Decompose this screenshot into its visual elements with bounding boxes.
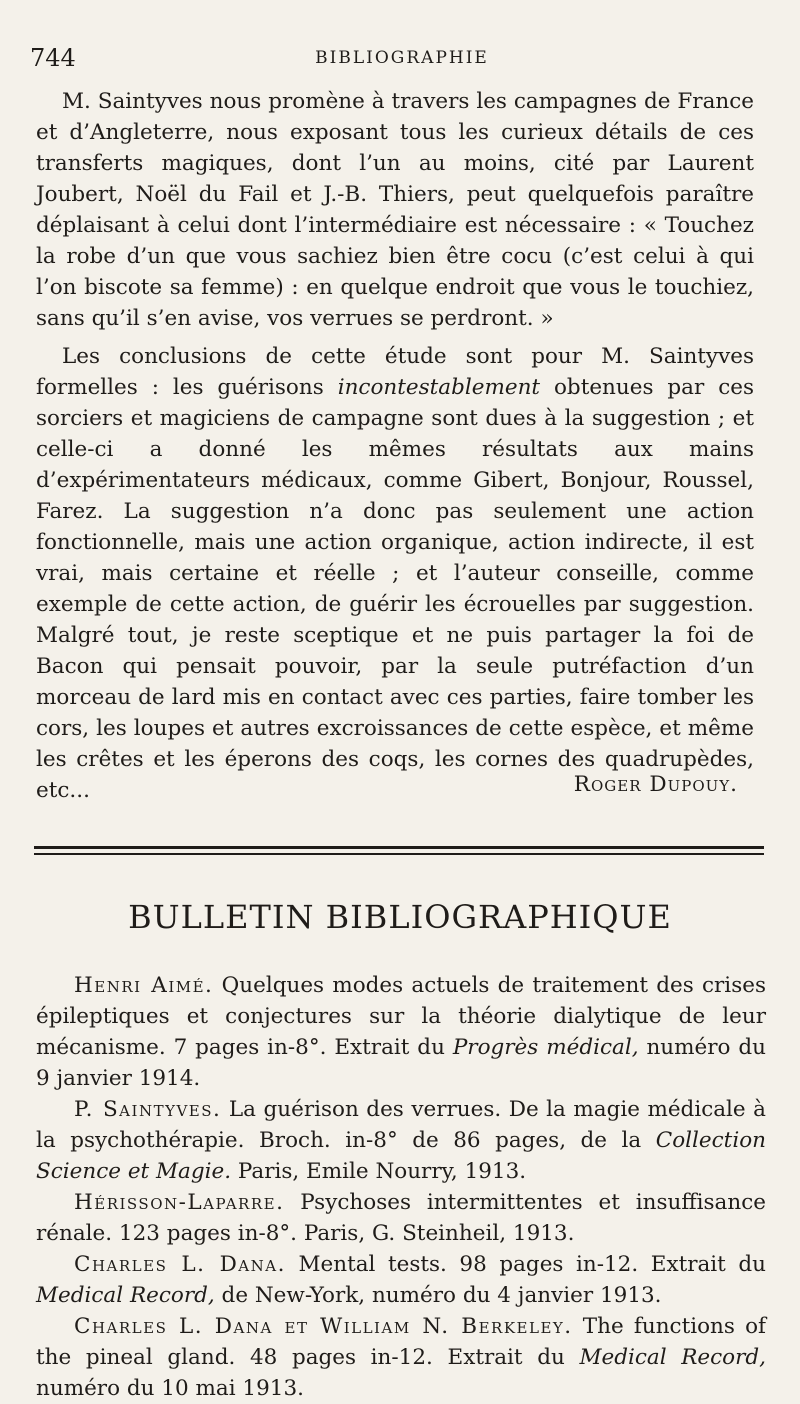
- entry-author: Charles L. Dana.: [74, 1252, 286, 1277]
- entry-journal: Medical Record,: [579, 1345, 766, 1370]
- bibliography-entry: [36, 1094, 766, 1187]
- entry-text: Quelques modes actuels de traitement des crises épileptiques et conjectures sur la théorie dialytique de leur mécanisme. 7 pages in-8°. Extrait du: [36, 973, 766, 1060]
- paragraph-text: M. Saintyves nous promène à travers les campagnes de France et d’Angleterre, nous exposant tous les curieux détails de ces transferts magiques, dont l’un au moins, cité par Laurent Joubert, Noël du Fail et J.-B. Thiers, peut quelquefois paraître déplaisant à celui dont l’intermédiaire est nécessaire : « Touchez la robe d’un que vous sachiez bien être cocu (c’est celui à qui l’on biscote sa femme) : en quelque endroit que vous le touchiez, sans qu’il s’en avise, vos verrues se perdront. »: [36, 89, 754, 331]
- entry-text: Paris, Emile Nourry, 1913.: [231, 1159, 527, 1184]
- entry-author: Charles L. Dana et William N. Berkeley.: [74, 1314, 573, 1339]
- review-paragraph-1: [36, 86, 754, 334]
- page-number: 744: [30, 44, 76, 72]
- section-divider-bottom: [34, 853, 764, 855]
- section-divider-top: [34, 846, 764, 849]
- entry-journal: Progrès médical,: [452, 1035, 639, 1060]
- entry-text: numéro du 10 mai 1913.: [36, 1376, 304, 1401]
- entry-author: P. Saintyves.: [74, 1097, 222, 1122]
- entry-text: numéro du 9 janvier 1914.: [36, 1035, 766, 1091]
- review-signature: Roger Dupouy.: [573, 772, 738, 797]
- paragraph-text-part1: Les conclusions de cette étude sont pour M. Saintyves formelles : les guérisons: [36, 344, 754, 400]
- section-title: BULLETIN BIBLIOGRAPHIQUE: [128, 898, 672, 936]
- paragraph-text-part2: obtenues par ces sorciers et magiciens de campagne sont dues à la suggestion ; et celle-ci a donné les mêmes résultats aux mains d’expérimentateurs médicaux, comme Gibert, Bonjour, Roussel, Farez. La suggestion n’a donc pas seulement une action fonctionnelle, mais une action organique, action indirecte, il est vrai, mais certaine et réelle ; et l’auteur conseille, comme exemple de cette action, de guérir les écrouelles par suggestion. Malgré tout, je reste sceptique et ne puis partager la foi de Bacon qui pensait pouvoir, par la seule putréfaction d’un morceau de lard mis en contact avec ces parties, faire tomber les cors, les loupes et autres excroissances de cette espèce, et même les crêtes et les éperons des coqs, les cornes des quadrupèdes, etc...: [36, 375, 754, 803]
- bibliography-list: [36, 970, 766, 1404]
- emphasis-text: incontestablement: [337, 375, 541, 400]
- entry-text: Psychoses intermittentes et insuffisance rénale. 123 pages in-8°. Paris, G. Steinheil, 1913.: [36, 1190, 766, 1246]
- entry-author: Hérisson-Laparre.: [74, 1190, 285, 1215]
- entry-journal: Medical Record,: [36, 1283, 215, 1308]
- entry-text: La guérison des verrues. De la magie médicale à la psychothérapie. Broch. in-8° de 86 pages, de la: [36, 1097, 766, 1153]
- page-header: [30, 40, 774, 80]
- bibliography-entry: [36, 1187, 766, 1249]
- entry-text: Mental tests. 98 pages in-12. Extrait du: [285, 1252, 766, 1277]
- bibliography-entry: [36, 970, 766, 1094]
- running-title: BIBLIOGRAPHIE: [315, 48, 489, 68]
- entry-text: The functions of the pineal gland. 48 pages in-12. Extrait du: [36, 1314, 766, 1370]
- paragraph-text: [36, 341, 754, 806]
- entry-author: Henri Aimé.: [74, 973, 214, 998]
- entry-text: de New-York, numéro du 4 janvier 1913.: [214, 1283, 662, 1308]
- entry-journal: Collection Science et Magie.: [36, 1128, 766, 1184]
- bibliography-entry: [36, 1249, 766, 1311]
- bibliography-entry: [36, 1311, 766, 1404]
- review-paragraph-2: [36, 341, 754, 806]
